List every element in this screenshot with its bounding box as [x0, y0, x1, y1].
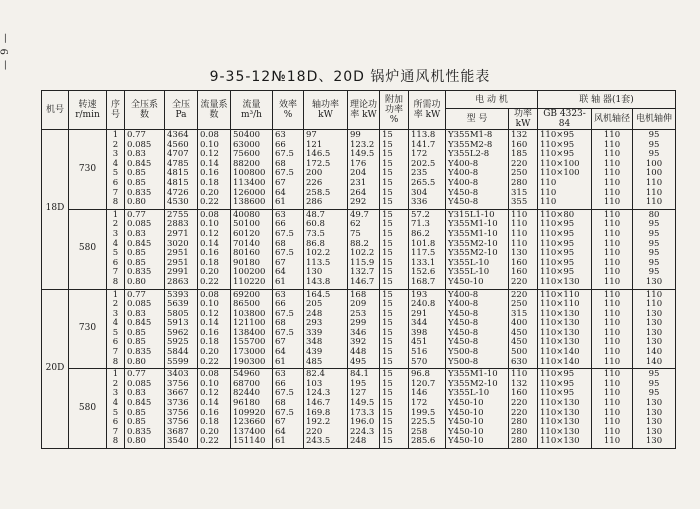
flow-coef-cell: 0.08 0.10 0.12 0.14 0.16 0.18 0.20 0.22 [198, 209, 231, 289]
coef-cell: 0.77 0.085 0.83 0.845 0.85 0.85 0.835 0.80 [125, 289, 165, 369]
extra-cell: 15 15 15 15 15 15 15 15 [380, 209, 409, 289]
flow-cell: 69200 86500 103800 121100 138400 155700 173000 190300 [231, 289, 273, 369]
flow-coef-cell: 0.08 0.10 0.12 0.14 0.16 0.18 0.20 0.22 [198, 289, 231, 369]
fan-shaft-cell: 110 110 110 110 110 110 110 110 [592, 369, 633, 449]
motor-power-cell: 132 160 185 220 250 280 315 355 [509, 130, 538, 210]
fan-shaft-cell: 110 110 110 110 110 110 110 110 [592, 209, 633, 289]
fan-shaft-cell: 110 110 110 110 110 110 110 110 [592, 130, 633, 210]
col-coupling-group: 联 轴 器(1套) [538, 91, 676, 109]
motor-power-cell: 110 110 110 110 130 160 160 220 [509, 209, 538, 289]
eff-cell: 63 66 67.5 68 67.5 67 64 61 [273, 209, 304, 289]
col-seq: 序号 [107, 91, 125, 130]
col-motor-type: 型 号 [446, 109, 509, 130]
shaft-cell: 82.4 103 124.3 146.7 169.8 192.2 220 243.5 [304, 369, 348, 449]
col-efficiency: 效率 % [273, 91, 304, 130]
flow-cell: 40080 50100 60120 70140 80160 90180 100200 110220 [231, 209, 273, 289]
col-motor-shaft: 电机轴伸 [633, 109, 676, 130]
pressure-cell: 4364 4560 4707 4785 4815 4815 4726 4530 [165, 130, 198, 210]
eff-cell: 63 66 67.5 68 67.5 67 64 61 [273, 130, 304, 210]
coef-cell: 0.77 0.085 0.83 0.845 0.85 0.85 0.835 0.80 [125, 369, 165, 449]
fan-shaft-cell: 110 110 110 110 110 110 110 110 [592, 289, 633, 369]
col-fan-shaft: 风机轴径 [592, 109, 633, 130]
extra-cell: 15 15 15 15 15 15 15 15 [380, 289, 409, 369]
motor-shaft-cell: 95 95 95 130 130 130 130 130 [633, 369, 676, 449]
speed-cell: 730 [69, 289, 107, 369]
coef-cell: 0.77 0.085 0.83 0.845 0.85 0.85 0.835 0.80 [125, 209, 165, 289]
required-cell: 113.8 141.7 172 202.5 235 265.5 304 336 [409, 130, 446, 210]
col-theory-power: 理论功率 kW [348, 91, 380, 130]
seq-cell: 1 2 3 4 5 6 7 8 [107, 130, 125, 210]
col-shaft-power: 轴功率 kW [304, 91, 348, 130]
speed-cell: 580 [69, 369, 107, 449]
required-cell: 57.2 71.3 86.2 101.8 117.5 133.1 152.6 168.7 [409, 209, 446, 289]
speed-cell: 580 [69, 209, 107, 289]
model-cell: 20D [42, 289, 69, 449]
col-gb: GB 4323-84 [538, 109, 592, 130]
col-speed: 转速 r/min [69, 91, 107, 130]
col-pressure: 全压 Pa [165, 91, 198, 130]
shaft-cell: 48.7 60.8 73.5 86.8 102.2 113.5 130 143.8 [304, 209, 348, 289]
gb-cell: 110×95 110×95 110×95 110×100 110×100 110 110 110 [538, 130, 592, 210]
col-required-power: 所需功率 kW [409, 91, 446, 130]
seq-cell: 1 2 3 4 5 6 7 8 [107, 209, 125, 289]
pressure-cell: 2755 2883 2971 3020 2951 2951 2991 2863 [165, 209, 198, 289]
col-flow: 流量 m³/h [231, 91, 273, 130]
motor-cell: Y355M1-10 Y355M2-10 Y355L-10 Y450-10 Y450-10 Y450-10 Y450-10 Y450-10 [446, 369, 509, 449]
speed-cell: 730 [69, 130, 107, 210]
eff-cell: 63 66 67.5 68 67.5 67 64 61 [273, 369, 304, 449]
pressure-cell: 3403 3756 3667 3736 3756 3756 3687 3540 [165, 369, 198, 449]
extra-cell: 15 15 15 15 15 15 15 15 [380, 369, 409, 449]
required-cell: 96.8 120.7 146 172 199.5 225.5 258 285.6 [409, 369, 446, 449]
col-motor-group: 电 动 机 [446, 91, 538, 109]
model-cell: 18D [42, 130, 69, 290]
motor-shaft-cell: 95 95 95 100 100 110 110 110 [633, 130, 676, 210]
col-flow-coef: 流量系数 [198, 91, 231, 130]
theory-cell: 99 123.2 149.5 176 204 231 264 292 [348, 130, 380, 210]
page-title: 9-35-12№18D、20D 锅炉通风机性能表 [209, 69, 491, 85]
col-model: 机号 [42, 91, 69, 130]
seq-cell: 1 2 3 4 5 6 7 8 [107, 289, 125, 369]
required-cell: 193 240.8 291 344 398 451 516 570 [409, 289, 446, 369]
gb-cell: 110×110 110×110 110×130 110×130 110×130 110×130 110×140 110×140 [538, 289, 592, 369]
motor-shaft-cell: 110 110 130 130 130 130 140 140 [633, 289, 676, 369]
motor-cell: Y315L1-10 Y355M1-10 Y355M1-10 Y355M2-10 Y355M2-10 Y355L-10 Y355L-10 Y450-10 [446, 209, 509, 289]
pressure-cell: 5393 5639 5805 5913 5962 5925 5844 5599 [165, 289, 198, 369]
flow-cell: 54960 68700 82440 96180 109920 123660 137400 151140 [231, 369, 273, 449]
motor-power-cell: 110 132 160 220 220 280 280 280 [509, 369, 538, 449]
col-motor-power: 功率 kW [509, 109, 538, 130]
flow-cell: 50400 63000 75600 88200 100800 113400 126000 138600 [231, 130, 273, 210]
coef-cell: 0.77 0.085 0.83 0.845 0.85 0.85 0.835 0.80 [125, 130, 165, 210]
eff-cell: 63 66 67.5 68 67.5 67 64 61 [273, 289, 304, 369]
motor-cell: Y355M1-8 Y355M2-8 Y355L2-8 Y400-8 Y400-8 Y400-8 Y450-8 Y450-8 [446, 130, 509, 210]
extra-cell: 15 15 15 15 15 15 15 15 [380, 130, 409, 210]
motor-cell: Y400-8 Y400-8 Y450-8 Y450-8 Y450-8 Y450-8 Y500-8 Y500-8 [446, 289, 509, 369]
motor-power-cell: 220 250 315 400 450 450 500 630 [509, 289, 538, 369]
theory-cell: 49.7 62 75 88.2 102.2 115.9 132.7 146.7 [348, 209, 380, 289]
theory-cell: 84.1 195 127 149.5 173.3 196.0 224.3 248 [348, 369, 380, 449]
col-extra-power: 附加功率 % [380, 91, 409, 130]
shaft-cell: 97 121 146.5 172.5 200 226 258.5 286 [304, 130, 348, 210]
performance-table [41, 90, 676, 449]
col-pressure-coef: 全压系数 [125, 91, 165, 130]
theory-cell: 168 209 253 299 346 392 448 495 [348, 289, 380, 369]
seq-cell: 1 2 3 4 5 6 7 8 [107, 369, 125, 449]
gb-cell: 110×80 110×95 110×95 110×95 110×95 110×95 110×95 110×130 [538, 209, 592, 289]
motor-shaft-cell: 80 95 95 95 95 95 95 130 [633, 209, 676, 289]
shaft-cell: 164.5 205 248 293 339 348 439 485 [304, 289, 348, 369]
page-number: — 9 — [0, 32, 11, 70]
gb-cell: 110×95 110×95 110×95 110×130 110×130 110×130 110×130 110×130 [538, 369, 592, 449]
flow-coef-cell: 0.08 0.10 0.12 0.14 0.16 0.18 0.20 0.22 [198, 130, 231, 210]
flow-coef-cell: 0.08 0.10 0.12 0.14 0.16 0.18 0.20 0.22 [198, 369, 231, 449]
